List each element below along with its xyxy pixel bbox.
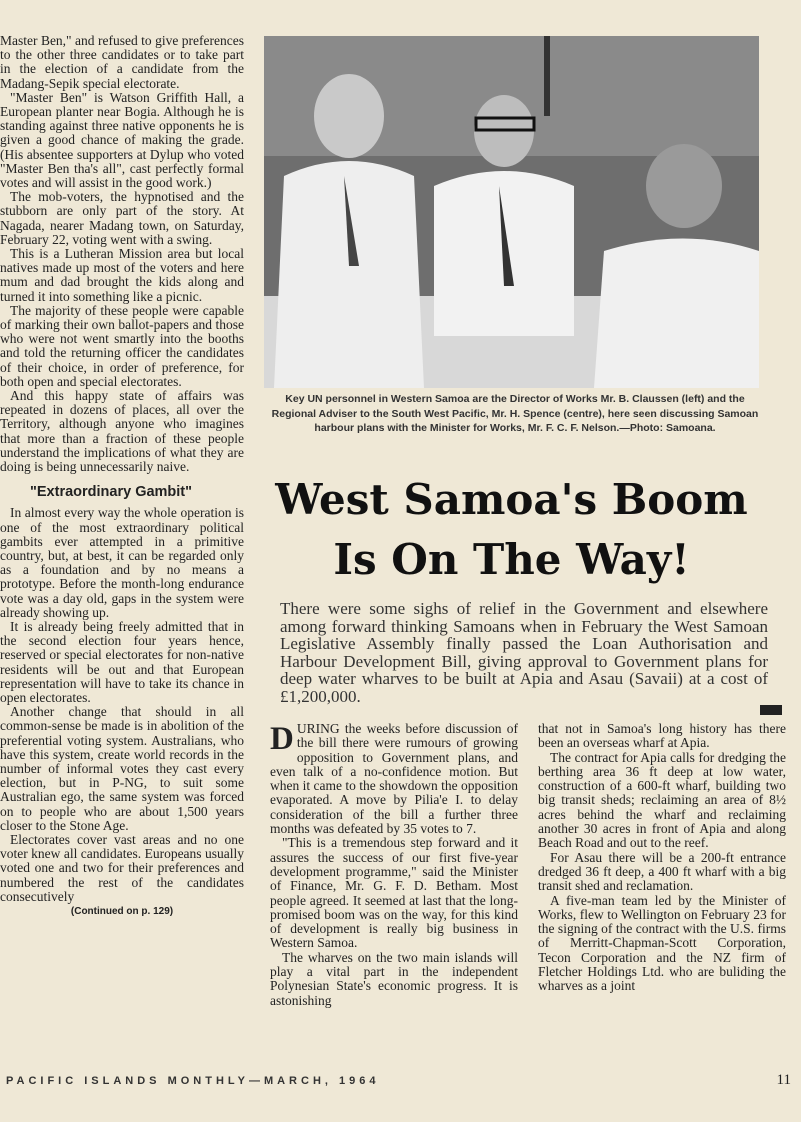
end-mark (760, 705, 782, 715)
headline-line: West Samoa's Boom (275, 475, 748, 524)
body-paragraph: that not in Samoa's long history has there been an overseas wharf at Apia. (538, 722, 786, 751)
body-text: URING the weeks before discussion of the bill there were rumours of growing opposition to Government plans, and even talk of a no-confidence motion. But when it came to the showdown the opposition evaporated. A move by Pilia'e I. to delay consideration of the bill a further three months was defeated by 35 votes to 7. (270, 722, 518, 837)
left-paragraph: Another change that should in all common-sense be made is in abolition of the preferential voting system. Australians, who have this system, create world records in the number of informal votes they cast every election, but in P-NG, to suit some Australian ego, the same system was forced on to people who are about 1,500 years closer to the Stone Age. (0, 704, 244, 833)
left-paragraph: "Master Ben" is Watson Griffith Hall, a European planter near Bogia. Although he is standing against three native opponents he is given a good chance of making the grade. (His absentee supporters at Dylup who voted "Master Ben tha's all", cast perfectly formal votes and will assist in the good work.) (0, 89, 244, 191)
left-column (0, 34, 244, 1034)
left-paragraph: And this happy state of affairs was repeated in dozens of places, all over the Territory, although anyone who imagines that more than a fraction of these people understand the implications of what they are doing is being unnecessarily naive. (0, 388, 244, 475)
left-paragraph: The mob-voters, the hypnotised and the stubborn are only part of the story. At Nagada, nearer Madang town, on Saturday, February 22, voting went with a swing. (0, 189, 244, 247)
running-footer: PACIFIC ISLANDS MONTHLY—MARCH, 1964 (6, 1075, 380, 1087)
subheading: "Extraordinary Gambit" (30, 484, 193, 501)
continued-note: (Continued on p. 129) (70, 905, 174, 917)
body-paragraph: For Asau there will be a 200-ft entrance dredged 36 ft deep, a 400 ft wharf with a big transit shed and reclamation. (538, 849, 786, 894)
headline-line: Is On The Way! (333, 535, 690, 584)
headline (264, 470, 759, 590)
left-paragraph: This is a Lutheran Mission area but local natives made up most of the voters and here mum and dad brought the kids along and turned it into something like a picnic. (0, 246, 244, 304)
left-paragraph: It is already being freely admitted that in the second election four years hence, reserved or special electorates for non-native residents will be out and that European representation will have to take its chance in open electorates. (0, 618, 244, 705)
left-paragraph: The majority of these people were capable of marking their own ballot-papers and those who were not went smartly into the booths and told the returning officer the candidates of their choice, in order of preference, for both open and special electorates. (0, 302, 244, 389)
body-paragraph: "This is a tremendous step forward and it assures the success of our first five-year development programme," said the Minister of Finance, Mr. G. F. D. Betham. Most people agreed. It seemed at last that the long-promised boom was on the way, for this kind of development is really big business in Western Samoa. (270, 835, 518, 951)
page-number: 11 (776, 1072, 791, 1088)
body-paragraph: The contract for Apia calls for dredging the berthing area 36 ft deep at low water, construction of a 600-ft wharf, building two big transit sheds; reclaiming an area of 8½ acres behind the wharf and reclaiming another 30 acres in front of Apia and along Beach Road and out to the reef. (538, 749, 786, 851)
photo-caption: Key UN personnel in Western Samoa are the Director of Works Mr. B. Claussen (left) and the Regional Adviser to the South West Pacific, Mr. H. Spence (centre), here seen discussing Samoan harbour plans with the Minister for Works, Mr. F. C. F. Nelson.—Photo: Samoana. (271, 393, 759, 434)
body-paragraph (270, 722, 518, 836)
left-paragraph: Master Ben," and refused to give preferences to the other three candidates or to take part in the election of a candidate from the Madang-Sepik special electorate. (0, 34, 244, 91)
photo (264, 36, 759, 388)
body-paragraph: A five-man team led by the Minister of Works, flew to Wellington on February 23 for the signing of the contract with the U.S. firms of Merritt-Chapman-Scott Corporation, Tecon Corporation and the NZ firm of Fletcher Holdings Ltd. who are buliding the wharves as a joint (538, 892, 786, 994)
body-column-2 (538, 722, 786, 1062)
dropcap: D (270, 722, 294, 757)
body-paragraph: The wharves on the two main islands will play a vital part in the independent Polynesian State's economic progress. It is astonishing (270, 949, 518, 1008)
photo-illustration (264, 36, 759, 388)
body-column-1 (270, 722, 518, 1062)
intro-paragraph: There were some sighs of relief in the Government and elsewhere among forward thinking Samoans when in February the West Samoan Legislative Assembly finally passed the Loan Authorisation and Harbour Development Bill, giving approval to Government plans for deep water wharves to be built at Apia and Asau (Savaii) at a cost of £1,200,000. (280, 599, 768, 706)
left-paragraph: Electorates cover vast areas and no one voter knew all candidates. Europeans usually voted one and two for their preferences and numbered the rest of the candidates consecutively (0, 831, 244, 904)
left-paragraph: In almost every way the whole operation is one of the most extraordinary political gambits ever attempted in a primitive country, but, at best, it can be regarded only as a foundation and by no means a prototype. Before the month-long endurance vote was a day old, gaps in the system were already showing up. (0, 505, 244, 620)
